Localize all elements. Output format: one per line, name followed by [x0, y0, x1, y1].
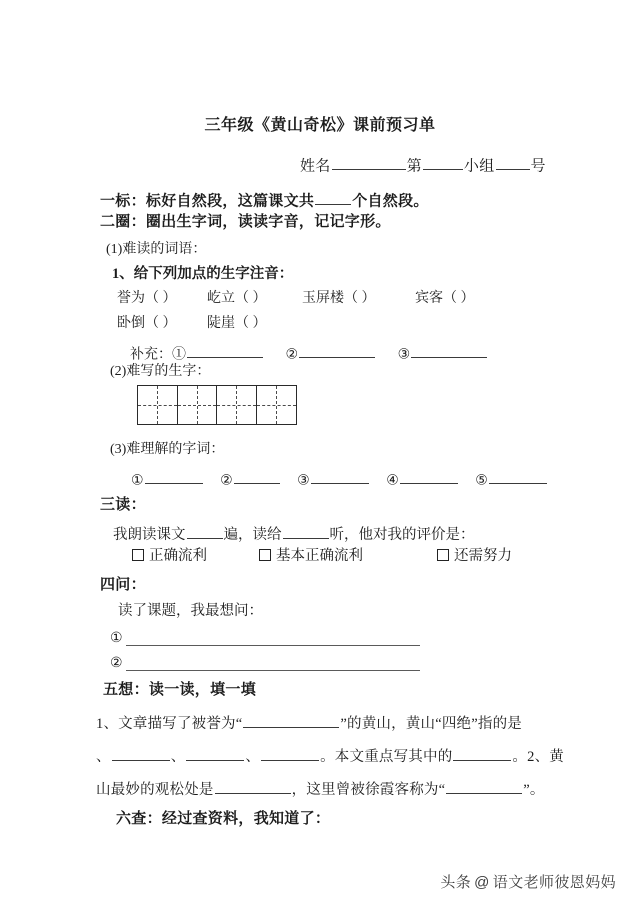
question-answer-rule-2[interactable]: [126, 670, 420, 671]
checkbox-icon-fluent[interactable]: [132, 549, 144, 561]
hard-words-row: [131, 470, 548, 488]
question-prompt: 读了课题，我最想问：: [118, 603, 263, 619]
number-input-blank[interactable]: [496, 155, 530, 170]
pinyin-word-yupinglou[interactable]: 玉屏楼（ ）: [302, 291, 376, 306]
group-input-blank[interactable]: [423, 155, 463, 170]
hard-to-read-words-label: (1)难读的词语：: [106, 242, 207, 257]
checkbox-icon-needs-work[interactable]: [437, 549, 449, 561]
question-marker-2: ②: [110, 656, 123, 671]
supplement-blank-3[interactable]: [411, 344, 487, 358]
section-four-heading: 四问：: [100, 577, 146, 593]
question-answer-rule-1[interactable]: [126, 645, 420, 646]
paragraph-count-blank[interactable]: [315, 190, 351, 205]
q1-blank-focus[interactable]: [453, 746, 511, 761]
number-label: 号: [530, 158, 546, 175]
checkbox-icon-mostly-fluent[interactable]: [259, 549, 271, 561]
q1-blank-praise[interactable]: [243, 713, 339, 728]
supplement-blank-2[interactable]: [299, 344, 375, 358]
tianzige-cell-1[interactable]: [138, 386, 178, 424]
q2-blank-name[interactable]: [446, 779, 522, 794]
group-label: 小组: [463, 158, 495, 175]
q1-blank-item-3[interactable]: [261, 746, 319, 761]
pinyin-word-yili[interactable]: 屹立（ ）: [207, 291, 267, 306]
q2-text-b: ，这里曾被徐霞客称为“: [291, 782, 446, 798]
pinyin-word-yuwei[interactable]: 誉为（ ）: [117, 291, 177, 306]
question-row-1: [110, 632, 123, 646]
section-three-heading: 三读：: [100, 497, 146, 513]
supplement-marker-1: ①: [172, 347, 186, 363]
q1-text-g: 。2、黄: [512, 749, 564, 765]
hard-word-marker-4: ④: [386, 473, 399, 489]
hard-word-marker-3: ③: [297, 473, 310, 489]
section-one-heading-tail: 个自然段。: [352, 193, 429, 210]
evaluation-option-fluent[interactable]: [132, 549, 207, 564]
pinyin-word-douya[interactable]: 陡崖（ ）: [207, 316, 267, 331]
supplement-row: [130, 344, 488, 362]
q2-text-a: 山最妙的观松处是: [96, 782, 214, 798]
evaluation-option-needs-work[interactable]: [437, 549, 512, 564]
reading-line-b: 遍，读给: [223, 526, 282, 543]
supplement-label: 补充：: [130, 347, 172, 363]
hard-word-blank-2[interactable]: [234, 470, 280, 484]
watermark: [440, 871, 616, 892]
hard-word-blank-5[interactable]: [489, 470, 547, 484]
question-row-2: [110, 657, 123, 671]
hard-word-marker-2: ②: [220, 473, 233, 489]
watermark-source: 头条: [440, 874, 472, 891]
supplement-marker-2: ②: [285, 347, 299, 363]
section-one-heading-text: 一标：标好自然段，这篇课文共: [100, 193, 315, 210]
name-label: 姓名: [300, 158, 331, 175]
hard-word-blank-3[interactable]: [311, 470, 369, 484]
section-five-heading: 五想：读一读，填一填: [103, 682, 257, 698]
q1-text-f: 。本文重点写其中的: [320, 749, 453, 765]
group-prefix-label: 第: [406, 158, 422, 175]
pinyin-task-label: 1、给下列加点的生字注音：: [112, 266, 294, 282]
reading-line-c: 听，他对我的评价是：: [329, 526, 475, 543]
page-title: 三年级《黄山奇松》课前预习单: [204, 117, 436, 134]
hard-word-marker-5: ⑤: [475, 473, 488, 489]
section-six-heading: 六查：经过查资料，我知道了：: [116, 811, 331, 827]
q1-text-d: 、: [170, 749, 186, 765]
section-five-question-1-line-2: [96, 745, 564, 766]
reading-listener-blank[interactable]: [283, 524, 329, 539]
student-info-line: [300, 155, 546, 174]
hard-word-blank-1[interactable]: [145, 470, 203, 484]
q1-text-a: 1、文章描写了被誉为“: [96, 716, 243, 732]
section-five-question-2: [96, 778, 545, 799]
tianzige-grid[interactable]: [137, 385, 297, 425]
q1-text-b: ”的黄山，黄山“四绝”指的是: [340, 716, 522, 732]
reading-record-line: [113, 524, 475, 542]
supplement-blank-1[interactable]: [187, 344, 263, 358]
section-one-heading: [100, 190, 429, 209]
pinyin-word-binke[interactable]: 宾客（ ）: [415, 291, 475, 306]
tianzige-cell-4[interactable]: [257, 386, 297, 424]
hard-to-write-label: (2)难写的生字：: [110, 364, 211, 379]
hard-word-marker-1: ①: [131, 473, 144, 489]
section-two-heading: 二圈：圈出生字词，读读字音，记记字形。: [100, 214, 391, 230]
q2-text-c: ”。: [523, 782, 545, 798]
evaluation-label-needs-work: 还需努力: [454, 548, 512, 564]
q2-blank-place[interactable]: [215, 779, 291, 794]
hard-word-blank-4[interactable]: [400, 470, 458, 484]
supplement-marker-3: ③: [397, 347, 411, 363]
pinyin-word-wodao[interactable]: 卧倒（ ）: [117, 316, 177, 331]
evaluation-label-mostly-fluent: 基本正确流利: [276, 548, 363, 564]
q1-blank-item-2[interactable]: [186, 746, 244, 761]
hard-to-understand-label: (3)难理解的字词：: [110, 442, 225, 457]
reading-line-a: 我朗读课文: [113, 526, 186, 543]
q1-text-c: 、: [96, 749, 111, 765]
question-marker-1: ①: [110, 631, 123, 646]
evaluation-label-fluent: 正确流利: [149, 548, 207, 564]
watermark-author: 语文老师彼恩妈妈: [492, 874, 616, 891]
q1-text-e: 、: [245, 749, 261, 765]
reading-times-blank[interactable]: [187, 524, 223, 539]
name-input-blank[interactable]: [332, 155, 406, 170]
tianzige-cell-2[interactable]: [178, 386, 218, 424]
q1-blank-item-1[interactable]: [112, 746, 170, 761]
section-five-question-1-line-1: [96, 712, 522, 733]
tianzige-cell-3[interactable]: [217, 386, 257, 424]
watermark-at-symbol: @: [474, 874, 490, 891]
evaluation-option-mostly-fluent[interactable]: [259, 549, 363, 564]
